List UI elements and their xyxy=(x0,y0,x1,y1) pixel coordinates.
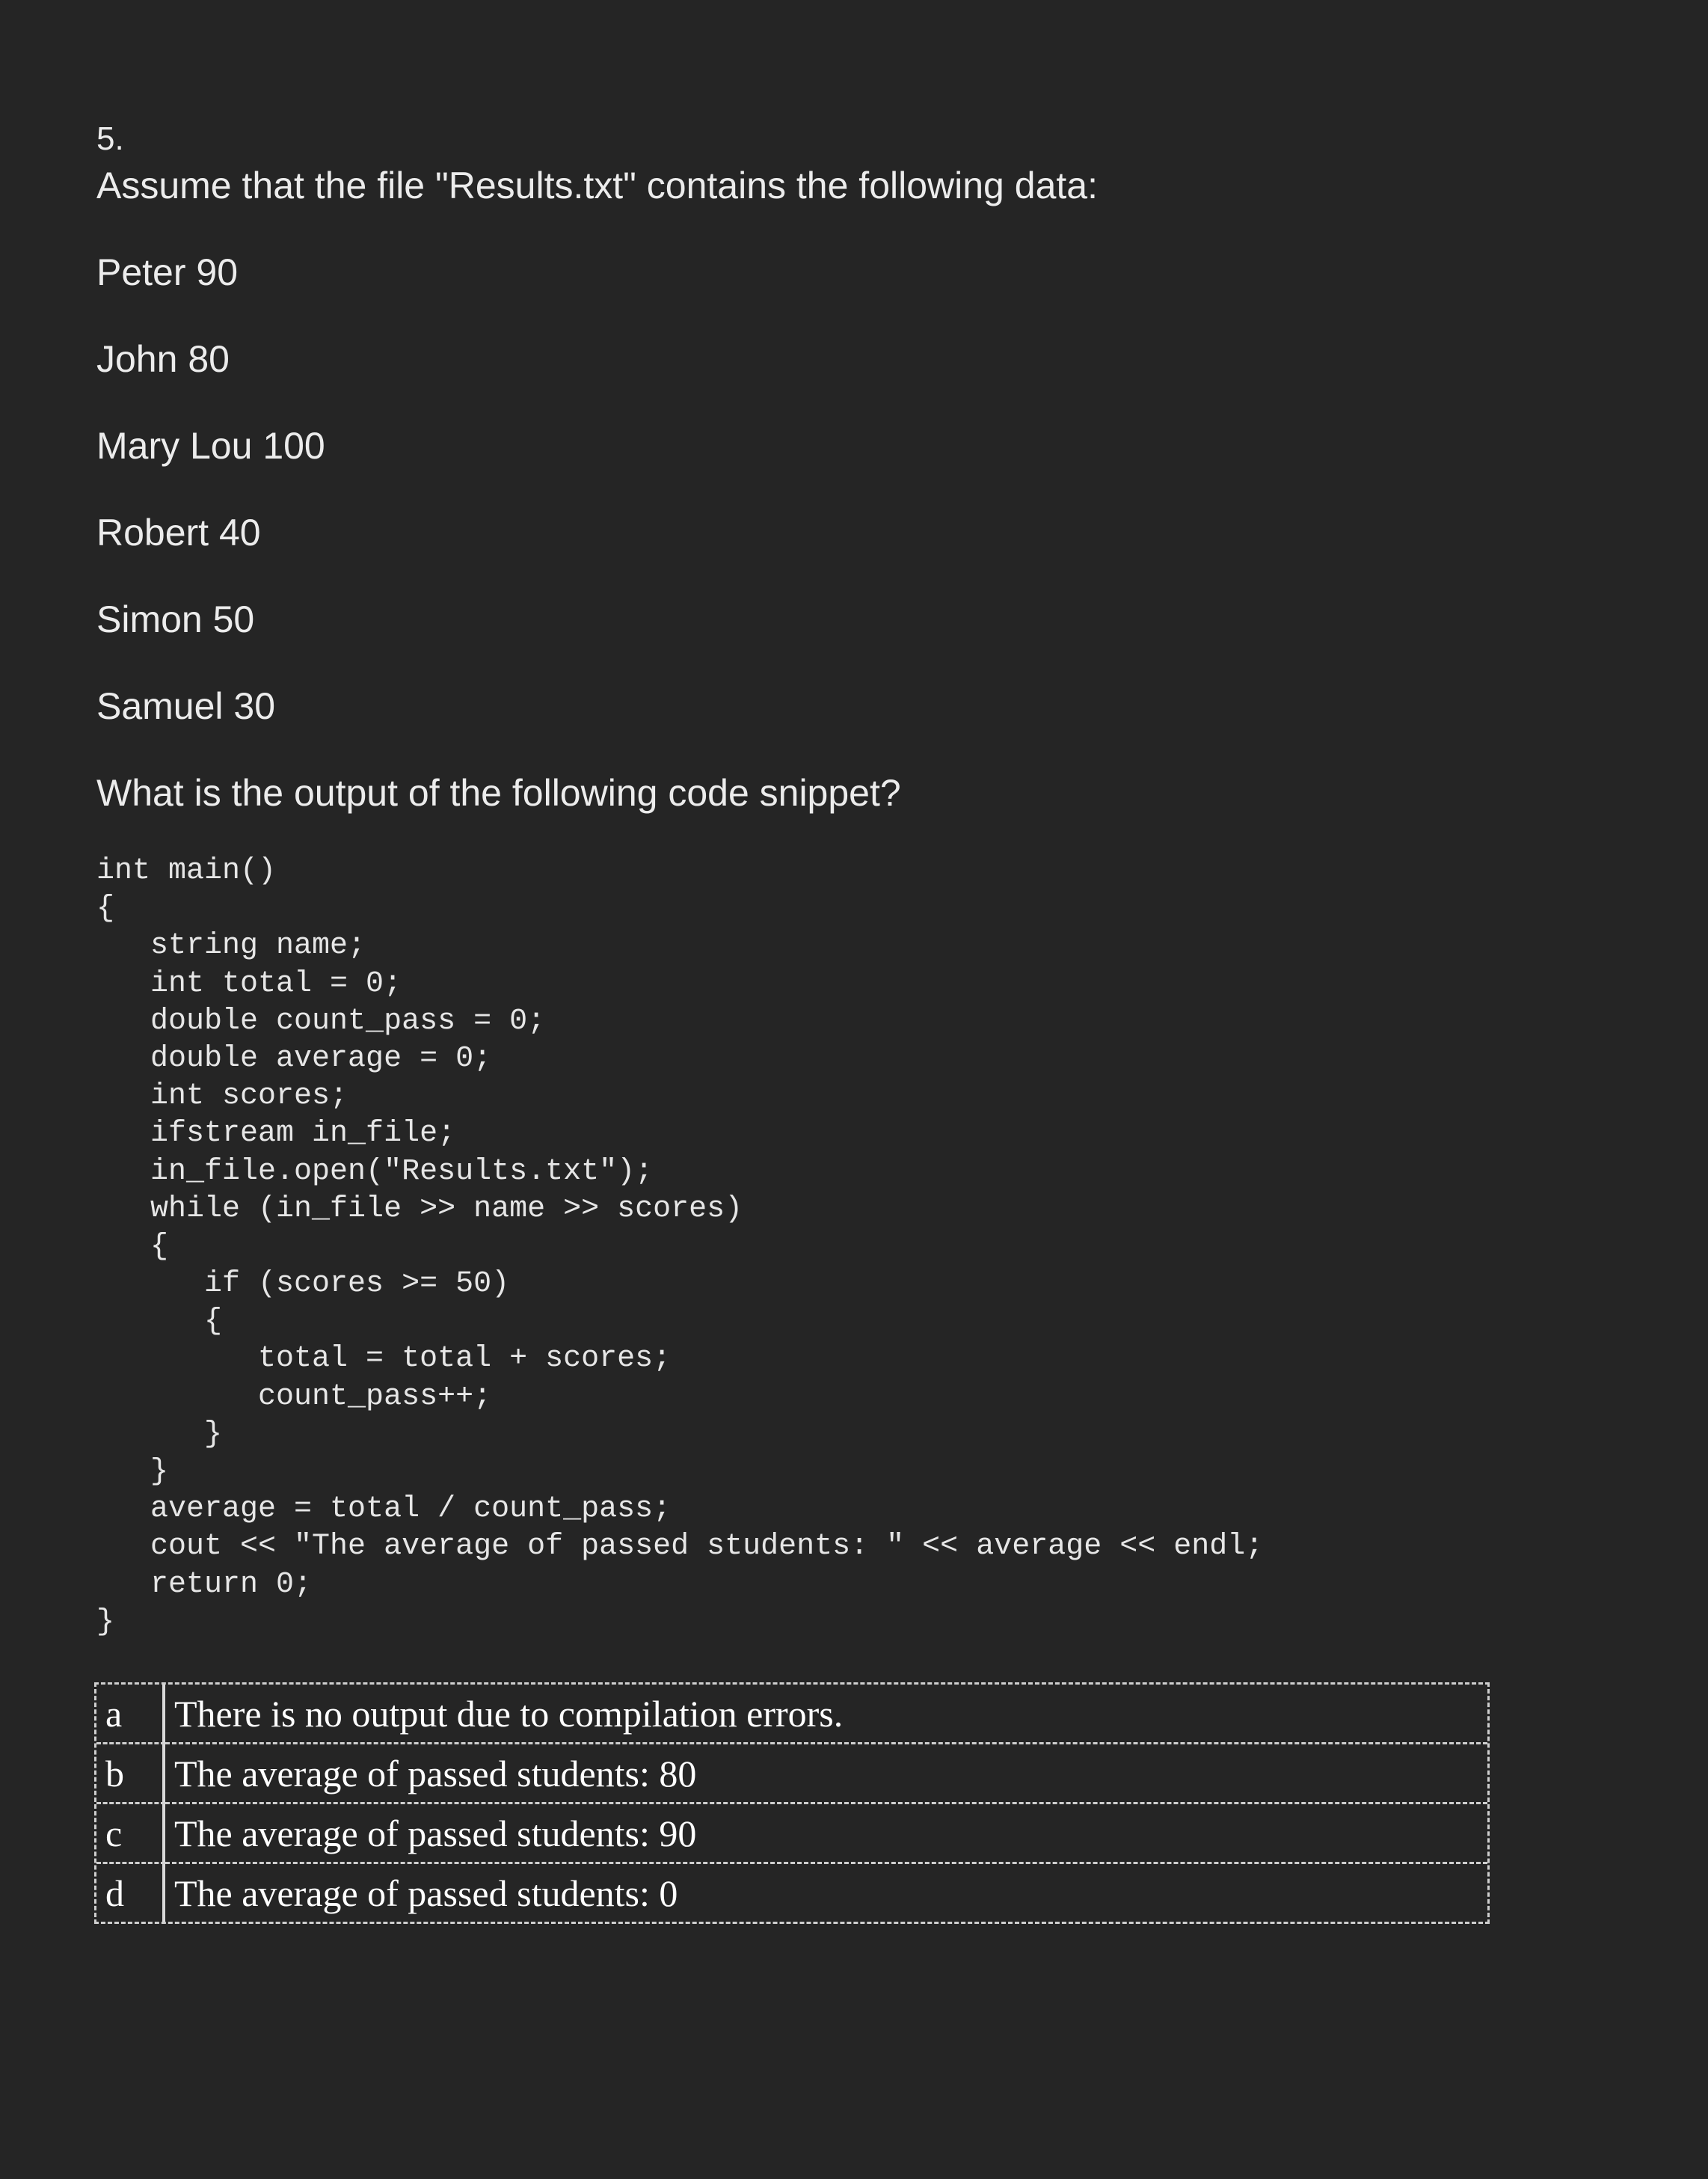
code-line: count_pass++; xyxy=(96,1379,492,1414)
code-line: in_file.open("Results.txt"); xyxy=(96,1154,654,1189)
option-text: The average of passed students: 0 xyxy=(174,1872,678,1914)
code-line: { xyxy=(96,892,115,926)
code-line: double count_pass = 0; xyxy=(96,1004,546,1038)
code-line: average = total / count_pass; xyxy=(96,1492,672,1527)
option-letter: a xyxy=(96,1685,165,1744)
code-line: { xyxy=(96,1229,169,1263)
file-line-6: Samuel 30 xyxy=(96,685,276,727)
code-snippet xyxy=(96,853,1263,1641)
option-row-d[interactable] xyxy=(96,1864,1487,1922)
code-line: return 0; xyxy=(96,1567,313,1602)
code-line: { xyxy=(96,1305,223,1339)
code-line: } xyxy=(96,1455,169,1489)
option-letter: d xyxy=(96,1864,165,1922)
option-text: The average of passed students: 90 xyxy=(165,1804,1487,1864)
code-line: while (in_file >> name >> scores) xyxy=(96,1192,743,1226)
code-line: } xyxy=(96,1417,223,1451)
option-letter: c xyxy=(96,1804,165,1864)
question-text: Assume that the file "Results.txt" contains the following data: xyxy=(96,165,1098,206)
file-line-1: Peter 90 xyxy=(96,251,239,293)
option-row-c[interactable] xyxy=(96,1804,1487,1864)
code-line: double average = 0; xyxy=(96,1041,492,1076)
option-row-b[interactable] xyxy=(96,1744,1487,1804)
code-line: string name; xyxy=(96,929,366,963)
code-line: ifstream in_file; xyxy=(96,1117,456,1151)
code-line: int main() xyxy=(96,854,277,888)
option-letter: b xyxy=(96,1744,165,1804)
file-line-5: Simon 50 xyxy=(96,598,255,640)
option-text: The average of passed students: 80 xyxy=(165,1744,1487,1804)
file-line-3: Mary Lou 100 xyxy=(96,425,325,467)
question-prompt: What is the output of the following code snippet? xyxy=(96,772,901,814)
code-line: int scores; xyxy=(96,1079,348,1114)
code-line: cout << "The average of passed students: " << average << endl; xyxy=(96,1530,1264,1564)
option-row-a[interactable] xyxy=(96,1685,1487,1744)
code-line: } xyxy=(96,1605,115,1639)
code-line: int total = 0; xyxy=(96,966,402,1001)
answer-options-table xyxy=(94,1682,1490,1924)
file-line-2: John 80 xyxy=(96,338,230,380)
file-line-4: Robert 40 xyxy=(96,512,261,554)
code-line: if (scores >= 50) xyxy=(96,1267,510,1302)
option-text: There is no output due to compilation errors. xyxy=(165,1685,1487,1744)
question-number: 5. xyxy=(96,120,124,157)
code-line: total = total + scores; xyxy=(96,1342,672,1376)
